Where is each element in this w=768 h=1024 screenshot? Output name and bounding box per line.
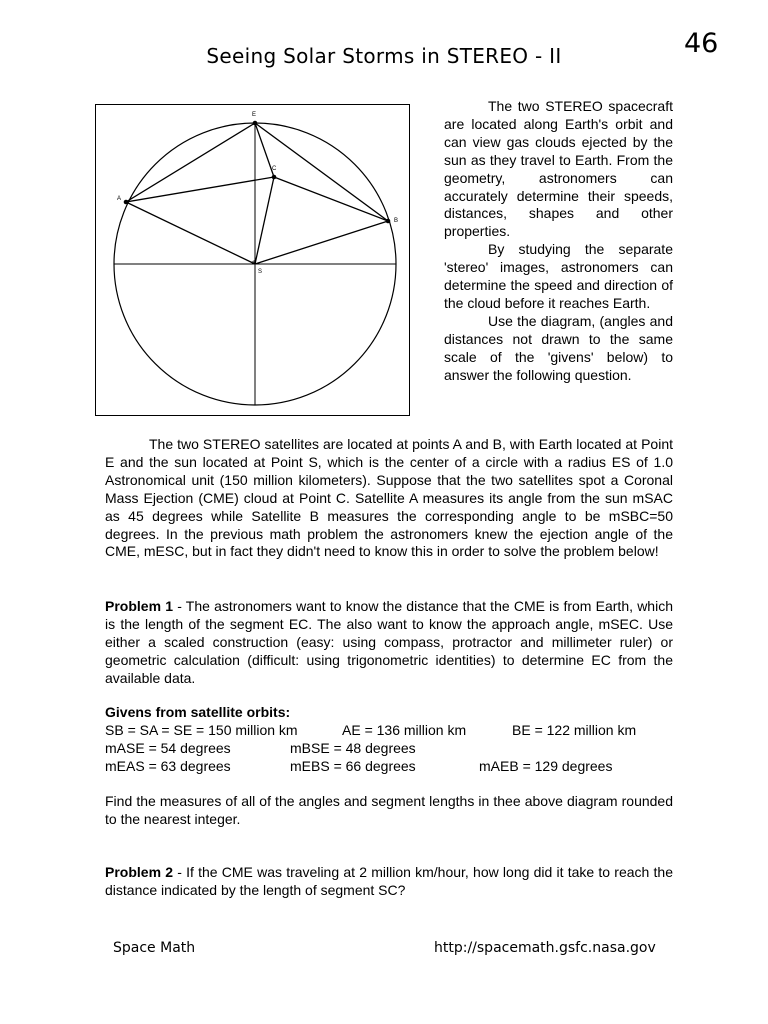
- givens-row: [105, 740, 673, 758]
- givens-row: [105, 758, 673, 776]
- point-E: [253, 121, 258, 126]
- diagram-svg: [96, 105, 411, 417]
- givens-value: mEAS = 63 degrees: [105, 757, 231, 774]
- find-instructions: Find the measures of all of the angles and segment lengths in thee above diagram rounded to the nearest integer.: [105, 793, 673, 827]
- label-A: A: [117, 196, 122, 202]
- problem-1-text: - The astronomers want to know the distance that the CME is from Earth, which is the length of the segment EC. The also want to know the approach angle, mSEC. Use either a scaled construction (easy: using compass, protractor and millimeter ruler) or geometric calculation (difficult: using trigonometric identities) to determine EC from the available data.: [105, 598, 673, 686]
- side-description: [444, 98, 673, 385]
- problem-2-text: - If the CME was traveling at 2 million km/hour, how long did it take to reach the distance indicated by the length of segment SC?: [105, 864, 673, 898]
- givens-heading: Givens from satellite orbits:: [105, 704, 291, 720]
- problem-2: [105, 864, 673, 900]
- point-C: [272, 175, 277, 180]
- point-B: [386, 219, 391, 224]
- intro-paragraph: The two STEREO satellites are located at points A and B, with Earth located at Point E and the sun located at Point S, which is the center of a circle with a radius ES of 1.0 Astronomical unit (150 million kilometers). Suppose that the two satellites spot a Coronal Mass Ejection (CME) cloud at Point C. Satellite A measures its angle from the sun mSAC as 45 degrees while Satellite B measures the corresponding angle to be mSBC=50 degrees. In the previous math problem the astronomers knew the ejection angle of the CME, mESC, but in fact they didn't need to know this in order to solve the problem below!: [105, 436, 673, 560]
- segment-BS: [255, 221, 388, 264]
- givens-value: mAEB = 129 degrees: [479, 757, 613, 774]
- side-paragraph: By studying the separate 'stereo' images, astronomers can determine the speed and direction of the cloud before it reaches Earth.: [444, 241, 673, 311]
- label-B: B: [394, 218, 399, 224]
- side-paragraph: The two STEREO spacecraft are located along Earth's orbit and can view gas clouds ejected by the sun as they travel to Earth. From the geometry, astronomers can accurately determine their speeds, distances, shapes and other properties.: [444, 98, 673, 240]
- problem-1-label: Problem 1: [105, 598, 173, 614]
- givens-row: [105, 722, 673, 740]
- geometry-diagram: [95, 104, 410, 416]
- givens-value: mBSE = 48 degrees: [290, 739, 416, 756]
- label-C: C: [272, 166, 277, 172]
- givens-block: [105, 704, 673, 776]
- segment-CS: [255, 177, 274, 264]
- segment-AC: [126, 177, 274, 202]
- givens-value: AE = 136 million km: [342, 721, 467, 738]
- givens-value: SB = SA = SE = 150 million km: [105, 721, 298, 738]
- triangle-lines: [126, 123, 388, 264]
- footer-left: Space Math: [113, 940, 196, 956]
- label-E: E: [252, 112, 257, 118]
- segment-AS: [126, 202, 255, 264]
- problem-1: [105, 598, 673, 688]
- givens-value: mEBS = 66 degrees: [290, 757, 416, 774]
- givens-value: mASE = 54 degrees: [105, 739, 231, 756]
- page-number: 46: [684, 28, 719, 59]
- point-A: [124, 200, 129, 205]
- label-S: S: [258, 269, 263, 275]
- side-paragraph: Use the diagram, (angles and distances not drawn to the same scale of the 'givens' below) to answer the following question.: [444, 312, 673, 383]
- segment-EB: [255, 123, 388, 221]
- page-title: Seeing Solar Storms in STEREO - II: [206, 44, 562, 68]
- sun-icon: *: [251, 259, 257, 270]
- givens-value: BE = 122 million km: [512, 721, 637, 738]
- segment-AE: [126, 123, 255, 202]
- problem-2-label: Problem 2: [105, 864, 174, 880]
- footer-url[interactable]: http://spacemath.gsfc.nasa.gov: [434, 940, 656, 956]
